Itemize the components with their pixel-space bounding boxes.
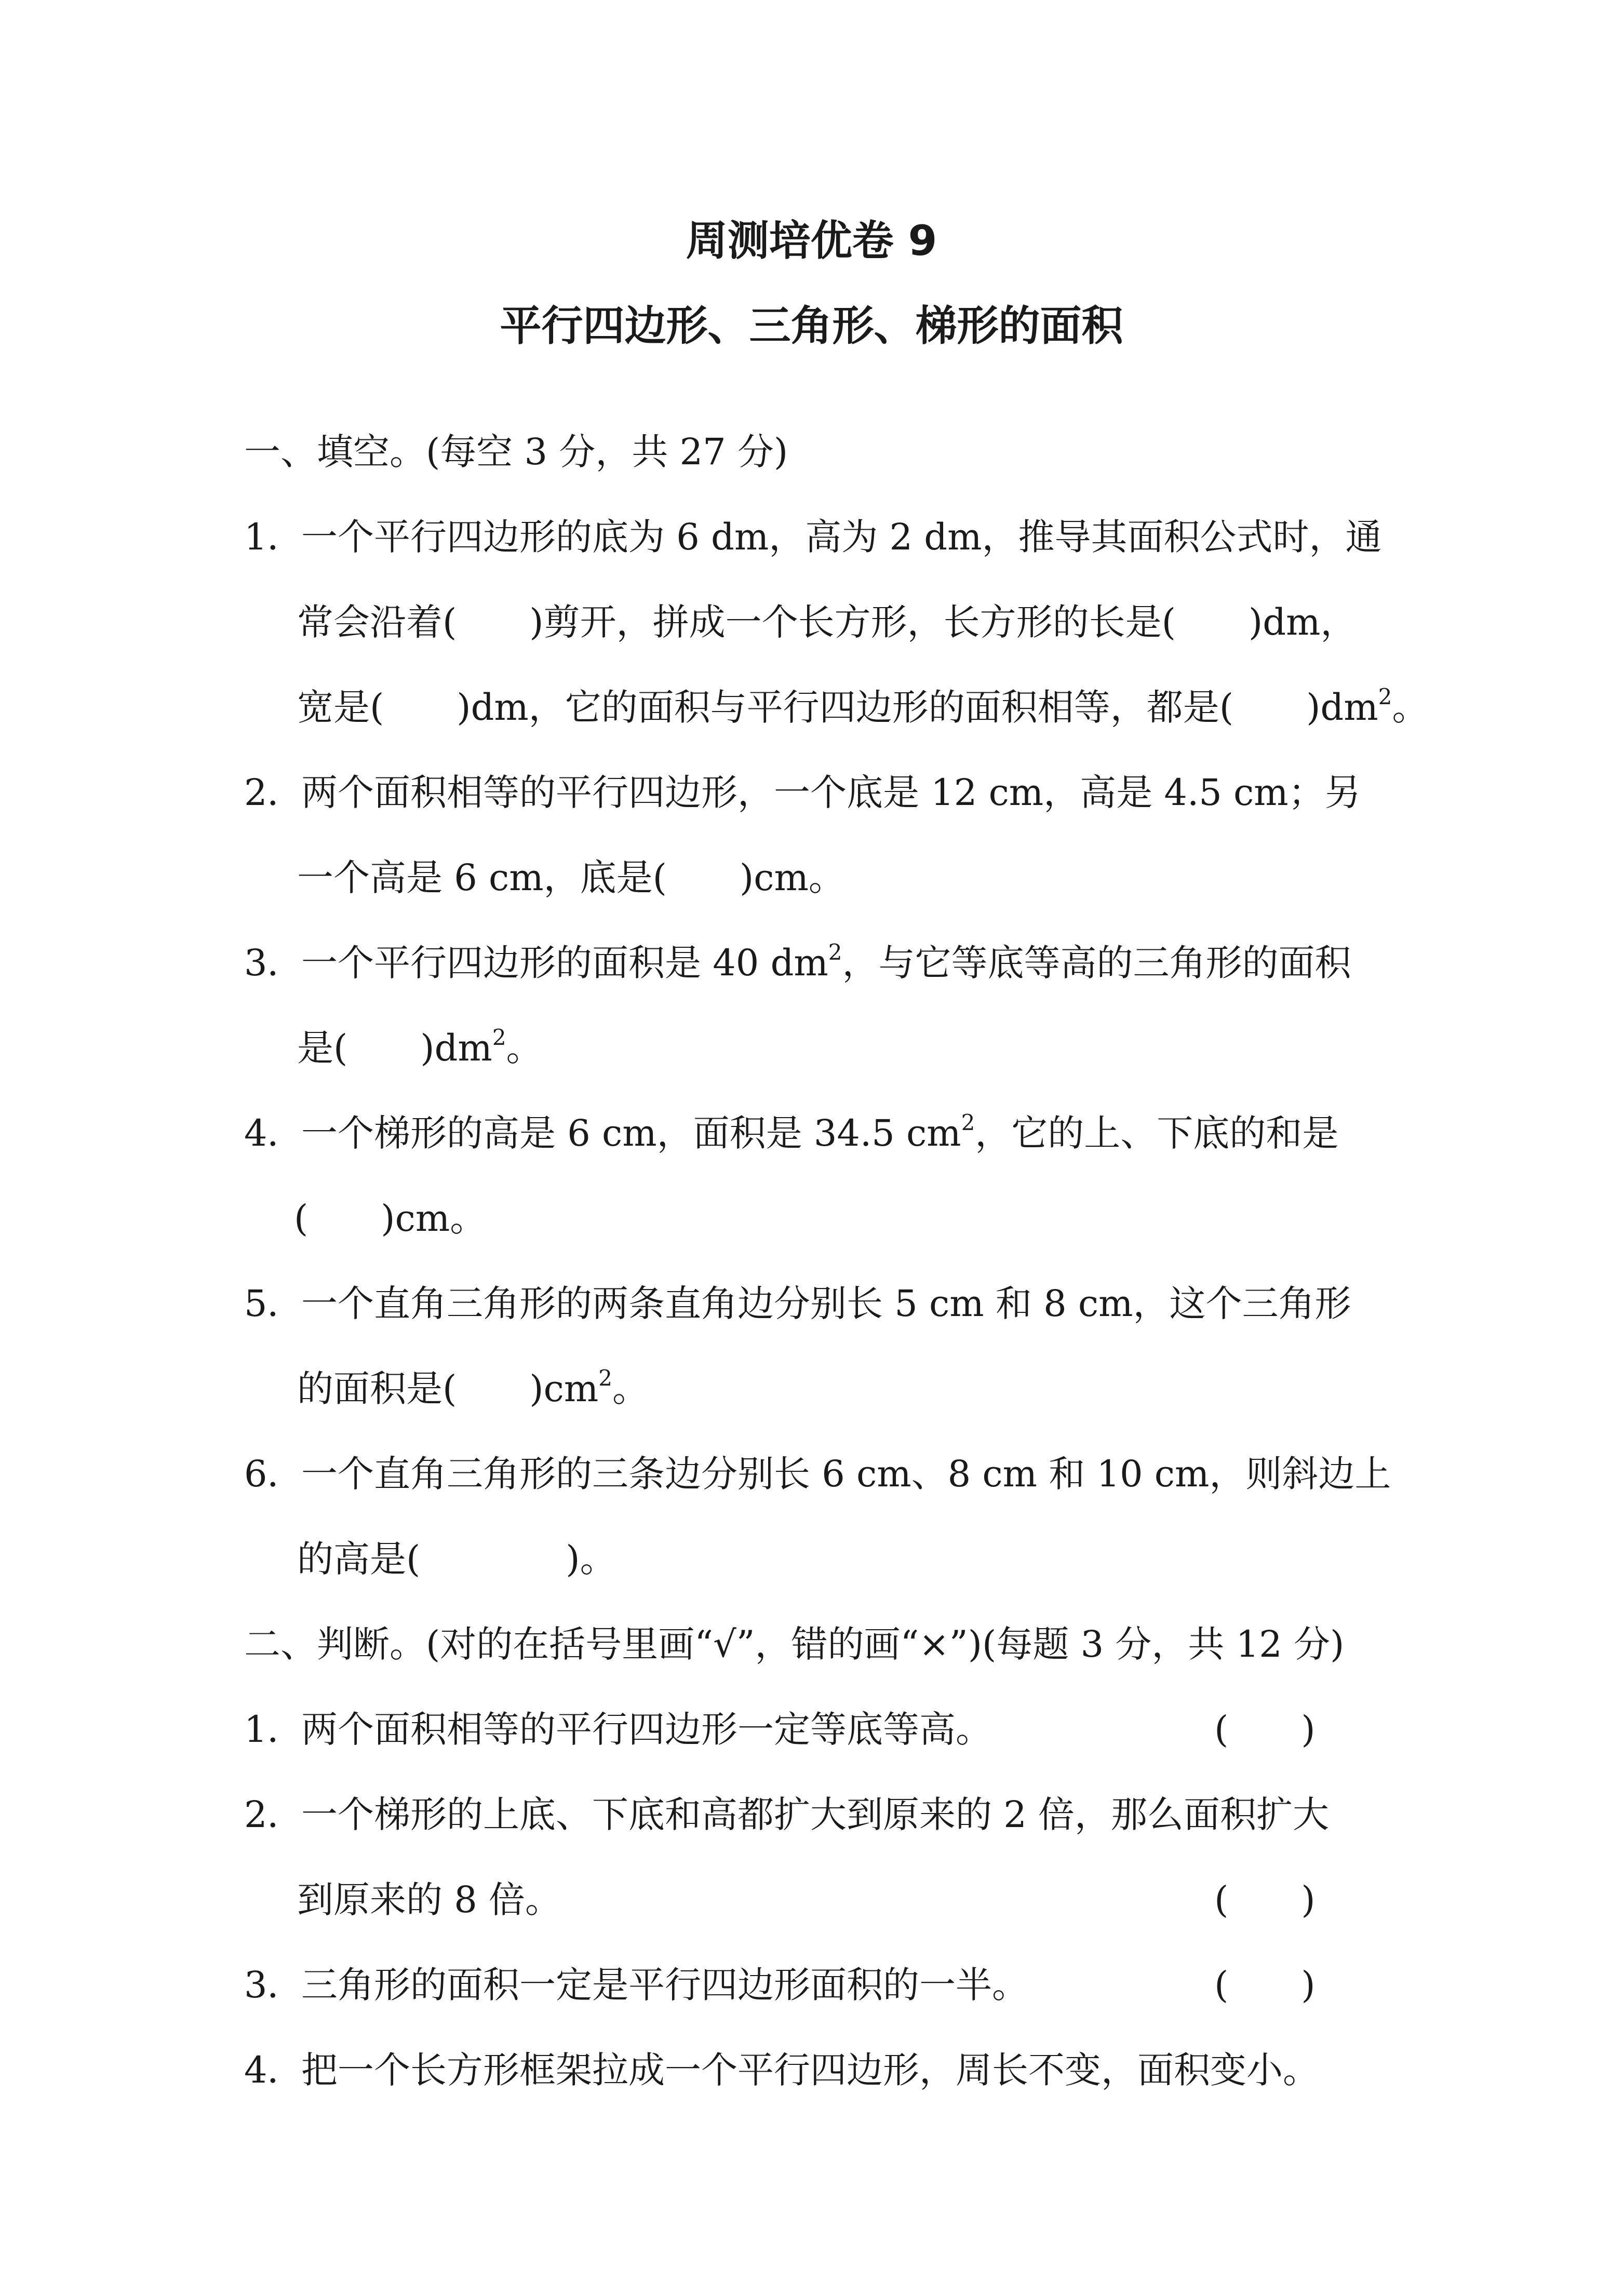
question-number: 1． [244, 1708, 304, 1751]
question-number: 6． [244, 1453, 304, 1495]
question-text: 一个平行四边形的底为 6 dm，高为 2 dm，推导其面积公式时，通 [301, 516, 1382, 558]
question-text: 。 [506, 1027, 543, 1069]
superscript: 2 [598, 1365, 612, 1391]
question-1-4 [244, 1107, 1338, 1159]
question-2-1 [244, 1703, 992, 1755]
section-2-heading: 二、判断。(对的在括号里画“√”，错的画“×”)(每题 3 分，共 12 分) [244, 1623, 1345, 1666]
question-number: 3． [244, 1964, 304, 2006]
question-1-4-line-2: ( )cm。 [294, 1197, 487, 1240]
question-1-3 [244, 937, 1351, 989]
question-text: 是( )dm [297, 1027, 492, 1069]
answer-parentheses: ( ) [1214, 1708, 1316, 1751]
question-1-1 [244, 511, 1381, 563]
question-1-6-line-2: 的高是( )。 [297, 1538, 616, 1580]
superscript: 2 [1378, 683, 1392, 709]
question-1-2 [244, 767, 1361, 818]
question-text: 一个梯形的高是 6 cm，面积是 34.5 cm [301, 1112, 961, 1154]
question-number: 4． [244, 2049, 304, 2091]
worksheet-subtitle: 平行四边形、三角形、梯形的面积 [500, 302, 1123, 350]
question-2-4 [244, 2044, 1319, 2096]
question-number: 4． [244, 1112, 304, 1154]
question-number: 5． [244, 1282, 304, 1325]
section-1-heading: 一、填空。(每空 3 分，共 27 分) [244, 431, 788, 473]
question-2-3 [244, 1959, 1028, 2011]
question-number: 1． [244, 516, 304, 558]
question-text: 三角形的面积一定是平行四边形面积的一半。 [301, 1964, 1028, 2006]
question-1-1-line-3 [297, 681, 1428, 733]
question-text: 一个直角三角形的三条边分别长 6 cm、8 cm 和 10 cm，则斜边上 [301, 1453, 1391, 1495]
question-text: 宽是( )dm，它的面积与平行四边形的面积相等，都是( )dm [297, 686, 1378, 729]
question-1-6 [244, 1448, 1391, 1500]
question-1-2-line-2: 一个高是 6 cm，底是( )cm。 [297, 856, 845, 899]
superscript: 2 [961, 1109, 975, 1135]
question-text: ，与它等底等高的三角形的面积 [842, 942, 1351, 984]
question-2-2-line-2: 到原来的 8 倍。 [297, 1878, 562, 1921]
question-text: 。 [612, 1367, 649, 1410]
superscript: 2 [828, 939, 842, 965]
answer-parentheses: ( ) [1214, 1878, 1316, 1921]
question-text: ，它的上、下底的和是 [975, 1112, 1339, 1154]
question-text: 把一个长方形框架拉成一个平行四边形，周长不变，面积变小。 [301, 2049, 1319, 2091]
question-text: 一个梯形的上底、下底和高都扩大到原来的 2 倍，那么面积扩大 [301, 1793, 1330, 1836]
question-1-1-line-2: 常会沿着( )剪开，拼成一个长方形，长方形的长是( )dm， [297, 601, 1357, 643]
answer-parentheses: ( ) [1214, 1964, 1316, 2006]
question-1-5 [244, 1278, 1351, 1330]
question-text: 。 [1392, 686, 1429, 729]
question-1-5-line-2 [297, 1363, 649, 1415]
superscript: 2 [492, 1024, 506, 1050]
question-1-3-line-2 [297, 1022, 543, 1074]
question-text: 的面积是( )cm [297, 1367, 599, 1410]
worksheet-title: 周测培优卷 9 [686, 217, 937, 265]
question-number: 3． [244, 942, 304, 984]
question-2-2 [244, 1789, 1329, 1841]
question-text: 两个面积相等的平行四边形，一个底是 12 cm，高是 4.5 cm；另 [301, 771, 1361, 814]
question-number: 2． [244, 771, 304, 814]
question-text: 一个直角三角形的两条直角边分别长 5 cm 和 8 cm，这个三角形 [301, 1282, 1351, 1325]
question-text: 一个平行四边形的面积是 40 dm [301, 942, 828, 984]
question-number: 2． [244, 1793, 304, 1836]
question-text: 两个面积相等的平行四边形一定等底等高。 [301, 1708, 992, 1751]
